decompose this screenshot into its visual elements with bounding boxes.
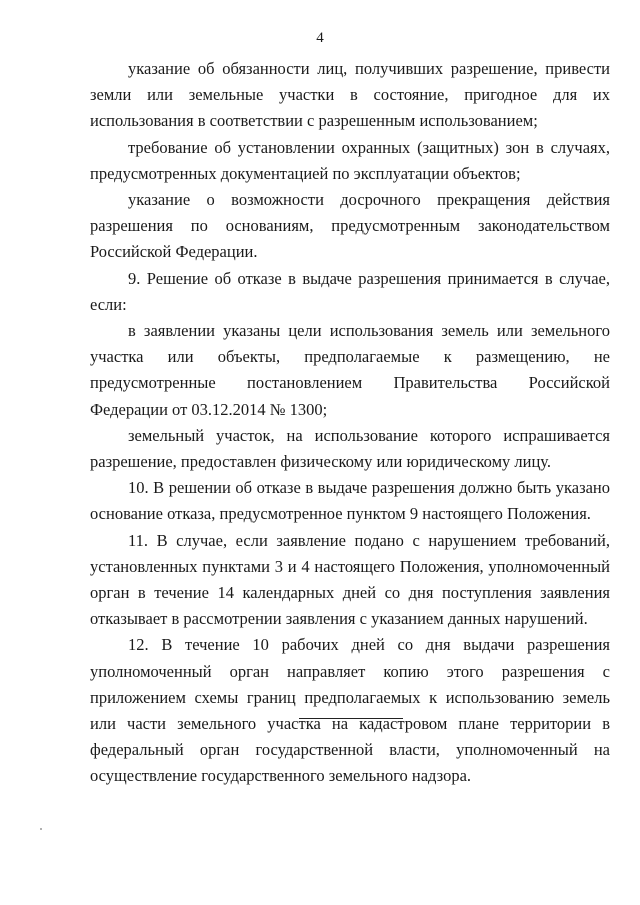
paragraph-protected-zones: требование об установлении охранных (защитных) зон в случаях, предусмотренных документацией по эксплуатации объектов;: [90, 137, 610, 183]
paragraph-item-10: 10. В решении об отказе в выдаче разрешения должно быть указано основание отказа, предусмотренное пунктом 9 настоящего Положения.: [90, 478, 610, 524]
scan-speck: [40, 828, 42, 830]
paragraph-item-11: 11. В случае, если заявление подано с нарушением требований, установленных пунктами 3 и 4 настоящего Положения, уполномоченный орган в течение 14 календарных дней со дня поступления заявления отказывает в рассмотрении заявления с указанием данных нарушений.: [90, 530, 610, 629]
document-body: [90, 56, 610, 790]
paragraph-item-9-land-provided: земельный участок, на использование которого испрашивается разрешение, предоставлен физическому или юридическому лицу.: [90, 425, 610, 472]
paragraph-item-9-purpose: в заявлении указаны цели использования земель или земельного участка или объекты, предполагаемые к размещению, не предусмотренные постановлением Правительства Российской Федерации от 03.12.2014 № 1300;: [90, 321, 610, 419]
paragraph-early-termination: указание о возможности досрочного прекращения действия разрешения по основаниям, предусмотренным законодательством Российской Федерации.: [90, 190, 610, 262]
end-separator-line: [299, 718, 403, 719]
paragraph-item-12: 12. В течение 10 рабочих дней со дня выдачи разрешения уполномоченный орган направляет копию этого разрешения с приложением схемы границ предполагаемых к использованию земель или части земельного участка на кадастровом плане территории в федеральный орган государственной власти, уполномоченный на осуществление государственного земельного надзора.: [90, 635, 610, 786]
paragraph-item-9: 9. Решение об отказе в выдаче разрешения принимается в случае, если:: [90, 268, 610, 314]
paragraph-obligation-restore-land: указание об обязанности лиц, получивших разрешение, привести земли или земельные участки в состояние, пригодное для их использования в соответствии с разрешенным использованием;: [90, 59, 610, 131]
page-number: 4: [316, 30, 324, 46]
